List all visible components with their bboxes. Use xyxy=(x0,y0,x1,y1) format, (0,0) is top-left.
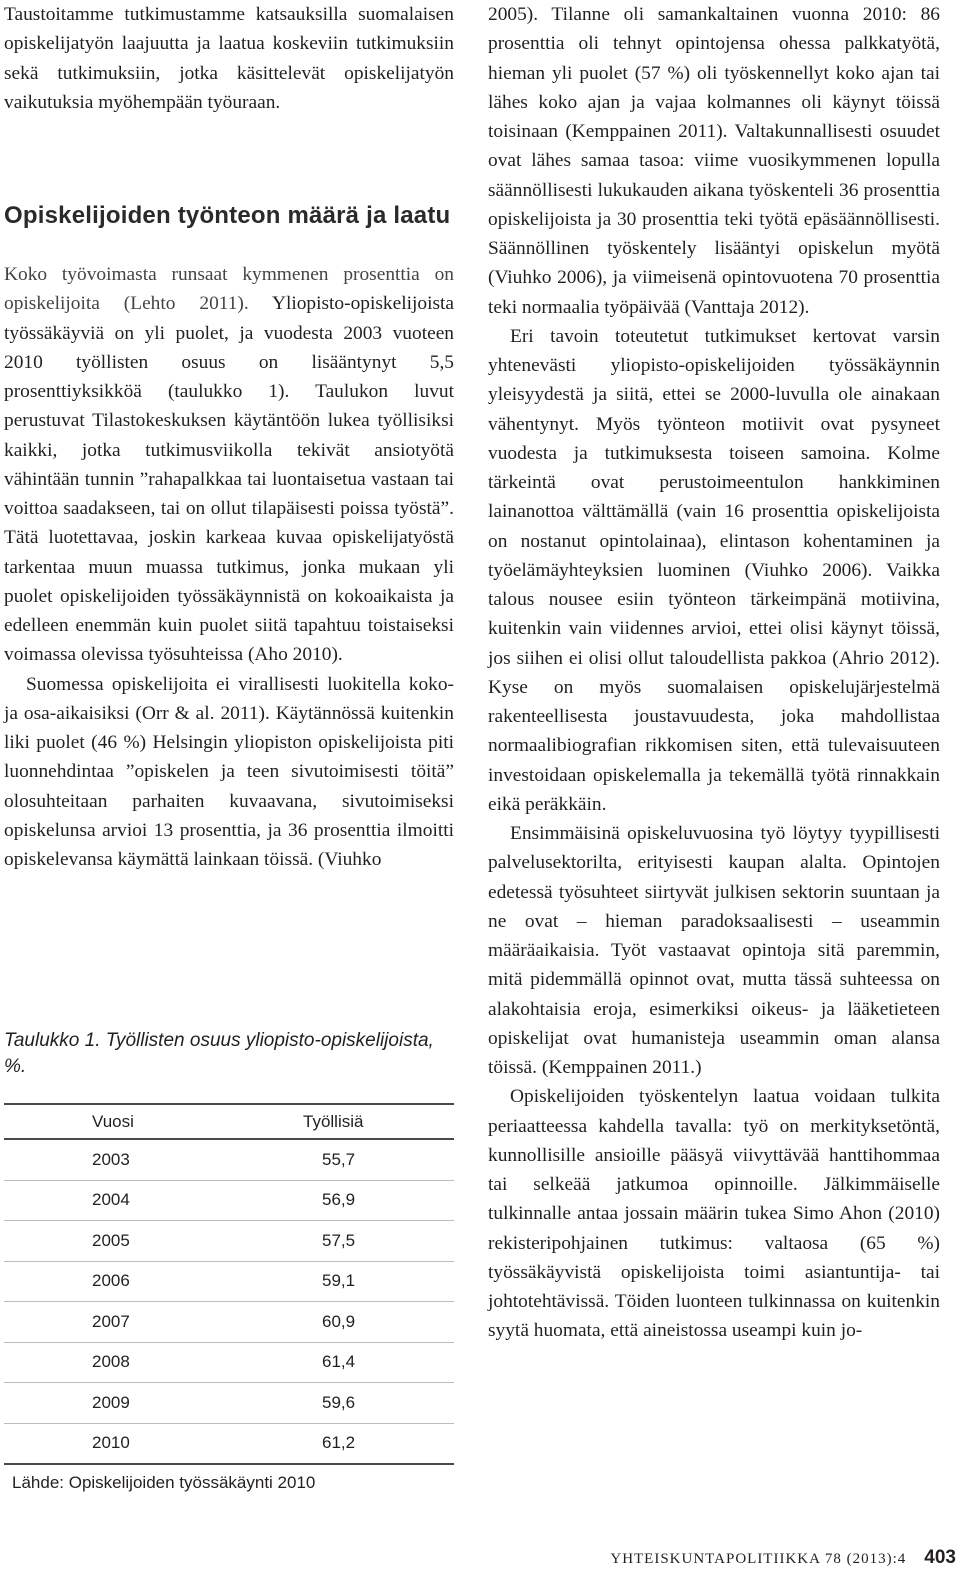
right-paragraph-1: 2005). Tilanne oli samankaltainen vuonna 2010: 86 prosenttia oli tehnyt opintojensa ohessa palkkatyötä, hieman yli puolet (57 %) oli työskennellyt koko ajan tai lähes koko ajan ja vajaa kolmannes oli käynyt töissä toisinaan (Kemppainen 2011). Valtakunnallisesti osuudet ovat lähes samaa tasoa: viime vuosikymmenen lopulla säännöllisesti lukukauden aikana työskenteli 36 prosenttia opiskelijoista ja 30 prosenttia teki työtä epäsäännöllisesti. Säännöllinen työskentely lisääntyi opiskelun myötä (Viuhko 2006), ja viimeisenä opintovuotena 70 prosenttia teki normaalia työpäivää (Vanttaja 2012). xyxy=(488,4,940,318)
section-heading: Opiskelijoiden työnteon määrä ja laatu xyxy=(4,202,451,229)
left-column-intro xyxy=(4,0,454,117)
table-row xyxy=(4,1423,454,1464)
cell-year: 2005 xyxy=(4,1221,272,1262)
table-row xyxy=(4,1342,454,1383)
table-row xyxy=(4,1139,454,1180)
table-row xyxy=(4,1180,454,1221)
cell-year: 2006 xyxy=(4,1261,272,1302)
table-row xyxy=(4,1221,454,1262)
journal-name: YHTEISKUNTAPOLITIIKKA 78 (2013):4 xyxy=(610,1551,907,1567)
page-footer xyxy=(610,1546,956,1571)
cell-value: 60,9 xyxy=(272,1302,454,1343)
cell-value: 59,6 xyxy=(272,1383,454,1424)
cell-year: 2008 xyxy=(4,1342,272,1383)
table-row xyxy=(4,1383,454,1424)
body-paragraph-1 xyxy=(4,260,454,670)
cell-value: 61,2 xyxy=(272,1423,454,1464)
cell-year: 2010 xyxy=(4,1423,272,1464)
right-paragraph-2: Eri tavoin toteutetut tutkimukset kertovat varsin yhtenevästi yliopisto-opiskelijoiden työssäkäynnin yleisyydestä ja siitä, ettei se 2000-luvulla ole ainakaan vähentynyt. Myös työnteon motiivit ovat pysyneet vuodesta ja tutkimuksesta toiseen samoina. Kolme tärkeintä ovat perustoimeentulon hankkiminen lainanottoa välttämällä (vain 16 prosenttia opiskelijoista on nostanut opintolainaa), elintason kohentaminen ja työelämäyhteyksien luominen (Viuhko 2006). Vaikka talous nousee esiin työnteon tärkeimpänä motiivina, kuitenkin vain viidennes arvioi, ettei olisi käynyt töissä, jos siihen ei olisi ollut taloudellista pakkoa (Ahrio 2012). Kyse on myös suomalaisen opiskelujärjestelmä rakenteellisesta joustavuudesta, joka mahdollistaa normaalibiografian rikkomisen siten, että tulevaisuuteen investoidaan opiskelemalla ja tekemällä työtä rinnakkain eikä peräkkäin. xyxy=(488,325,940,815)
right-paragraph-3: Ensimmäisinä opiskeluvuosina työ löytyy tyypillisesti palvelusektorilta, erityisesti kaupan alalta. Opintojen edetessä työsuhteet siirtyvät julkisen sektorin suuntaan ja ne ovat – hieman paradoksaalisesti – useammin määräaikaisia. Työt vastaavat opintoja sitä paremmin, mitä pidemmällä opinnot ovat, mutta tässä suhteessa on alakohtaisia eroja, esimerkiksi oikeus- ja lääketieteen opiskelijat ovat humanisteja useammin oman alansa töissä. (Kemppainen 2011.) xyxy=(488,823,940,1078)
employment-table xyxy=(4,1103,454,1495)
cell-value: 61,4 xyxy=(272,1342,454,1383)
right-column xyxy=(488,0,940,1346)
cell-year: 2003 xyxy=(4,1139,272,1180)
table-header-row xyxy=(4,1104,454,1139)
paragraph-1-rest: Yliopisto-opiskelijoista työssäkäyviä on yli puolet, ja vuodesta 2003 vuoteen 2010 työllisten osuus on lisääntynyt 5,5 prosenttiyksikköä (taulukko 1). Taulukon luvut perustuvat Tilastokeskuksen käytäntöön lukea työllisiksi kaikki, jotka tutkimusviikolla tekivät ansiotyötä vähintään tunnin ”rahapalkkaa tai luontaisetua vastaan tai voittoa saadakseen, tai on ollut tilapäisesti poissa työstä”. Tätä luotettavaa, joskin karkeaa kuvaa opiskelijatyöstä tarkentaa muun muassa tutkimus, jonka mukaan yli puolet opiskelijoiden työssäkäynnistä on kokoaikaista ja edelleen enemmän kuin puolet siitä tapahtuu toistaiseksi voimassa olevissa työsuhteissa (Aho 2010). xyxy=(4,293,454,666)
header-year: Vuosi xyxy=(4,1104,272,1139)
cell-value: 55,7 xyxy=(272,1139,454,1180)
cell-year: 2007 xyxy=(4,1302,272,1343)
page-number: 403 xyxy=(924,1547,956,1568)
cell-year: 2009 xyxy=(4,1383,272,1424)
left-column-body xyxy=(4,260,454,874)
table-row xyxy=(4,1302,454,1343)
lead-sentence: Koko työvoimasta runsaat kymmenen prosenttia on opiskelijoita (Lehto 2011). xyxy=(4,264,454,315)
header-employed: Työllisiä xyxy=(272,1104,454,1139)
intro-paragraph: Taustoitamme tutkimustamme katsauksilla suomalaisen opiskelijatyön laajuutta ja laatua koskeviin tutkimuksiin sekä tutkimuksiin, jotka käsittelevät opiskelijatyön vaikutuksia myöhempään työuraan. xyxy=(4,4,454,113)
table-row xyxy=(4,1261,454,1302)
table-caption: Taulukko 1. Työllisten osuus yliopisto-opiskelijoista, %. xyxy=(4,1030,434,1077)
cell-year: 2004 xyxy=(4,1180,272,1221)
right-paragraph-4: Opiskelijoiden työskentelyn laatua voidaan tulkita periaatteessa kahdella tavalla: työ on merkityksetöntä, kunnollisille ansioille pääsyä viivyttävää hanttihommaa tai selkeää jatkumoa opinnoille. Jälkimmäiselle tulkinnalle antaa jossain määrin tukea Simo Ahon (2010) rekisteripohjainen tutkimus: valtaosa (65 %) työssäkäyvistä opiskelijoista toimi asiantuntija- tai johtotehtävissä. Töiden luonteen tulkinnassa on kuitenkin syytä huomata, että aineistossa useampi kuin jo- xyxy=(488,1086,940,1342)
data-table xyxy=(4,1103,454,1465)
cell-value: 59,1 xyxy=(272,1261,454,1302)
cell-value: 56,9 xyxy=(272,1180,454,1221)
body-paragraph-2: Suomessa opiskelijoita ei virallisesti luokitella koko- ja osa-aikaisiksi (Orr & al. 2011). Käytännössä kuitenkin liki puolet (46 %) Helsingin yliopiston opiskelijoista piti luonnehdintaa ”opiskelen ja teen sivutoimisesti töitä” olosuhteitaan parhaiten kuvaavana, sivutoimiseksi opiskelunsa arvioi 13 prosenttia, ja 36 prosenttia ilmoitti opiskelevansa käymättä lainkaan töissä. (Viuhko xyxy=(4,673,454,870)
cell-value: 57,5 xyxy=(272,1221,454,1262)
table-source: Lähde: Opiskelijoiden työssäkäynti 2010 xyxy=(12,1473,316,1492)
